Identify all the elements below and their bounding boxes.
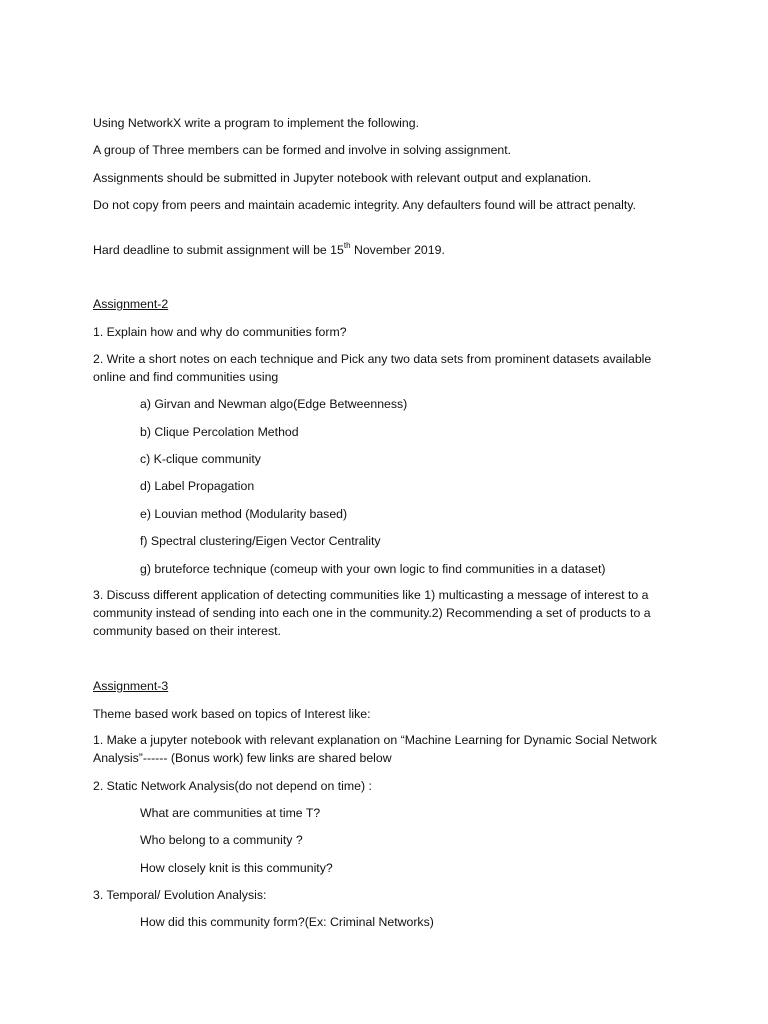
technique-item: d) Label Propagation	[140, 479, 255, 493]
static-item: What are communities at time T?	[140, 806, 321, 820]
intro-line-2: A group of Three members can be formed and involve in solving assignment.	[93, 143, 512, 157]
assignment-2-question-3: 3. Discuss different application of detecting communities like 1) multicasting a message of interest to a community instead of sending into each one in the community.2) Recommending a set of products to a community based on their interest.	[93, 588, 651, 638]
assignment-3-question-3: 3. Temporal/ Evolution Analysis:	[93, 888, 267, 902]
assignment-3-question-1: 1. Make a jupyter notebook with relevant explanation on “Machine Learning for Dynamic Social Network Analysis”------ (Bonus work) few links are shared below	[93, 733, 657, 765]
deadline-date: November 2019.	[350, 243, 445, 257]
temporal-item: How did this community form?(Ex: Criminal Networks)	[140, 915, 434, 929]
technique-item: f) Spectral clustering/Eigen Vector Centrality	[140, 534, 381, 548]
technique-item: c) K-clique community	[140, 452, 261, 466]
intro-line-3: Assignments should be submitted in Jupyter notebook with relevant output and explanation.	[93, 171, 592, 185]
assignment-3-intro: Theme based work based on topics of Interest like:	[93, 707, 371, 721]
static-item: Who belong to a community ?	[140, 833, 303, 847]
deadline-text: Hard deadline to submit assignment will be 15	[93, 243, 344, 257]
technique-item: e) Louvian method (Modularity based)	[140, 507, 348, 521]
deadline-line	[93, 241, 683, 259]
assignment-2-question-1: 1. Explain how and why do communities form?	[93, 325, 347, 339]
technique-item: b) Clique Percolation Method	[140, 425, 299, 439]
intro-line-4: Do not copy from peers and maintain academic integrity. Any defaulters found will be attract penalty.	[93, 198, 636, 212]
technique-item: a) Girvan and Newman algo(Edge Betweenness)	[140, 397, 408, 411]
intro-line-1: Using NetworkX write a program to implement the following.	[93, 116, 419, 130]
technique-item: g) bruteforce technique (comeup with your own logic to find communities in a dataset)	[140, 562, 606, 576]
deadline-ordinal: th	[343, 240, 351, 250]
assignment-2-question-2: 2. Write a short notes on each technique and Pick any two data sets from prominent datasets available online and find communities using	[93, 352, 652, 384]
assignment-3-heading: Assignment-3	[93, 679, 169, 693]
assignment-2-heading: Assignment-2	[93, 297, 169, 311]
static-item: How closely knit is this community?	[140, 861, 333, 875]
assignment-3-question-2: 2. Static Network Analysis(do not depend on time) :	[93, 779, 372, 793]
